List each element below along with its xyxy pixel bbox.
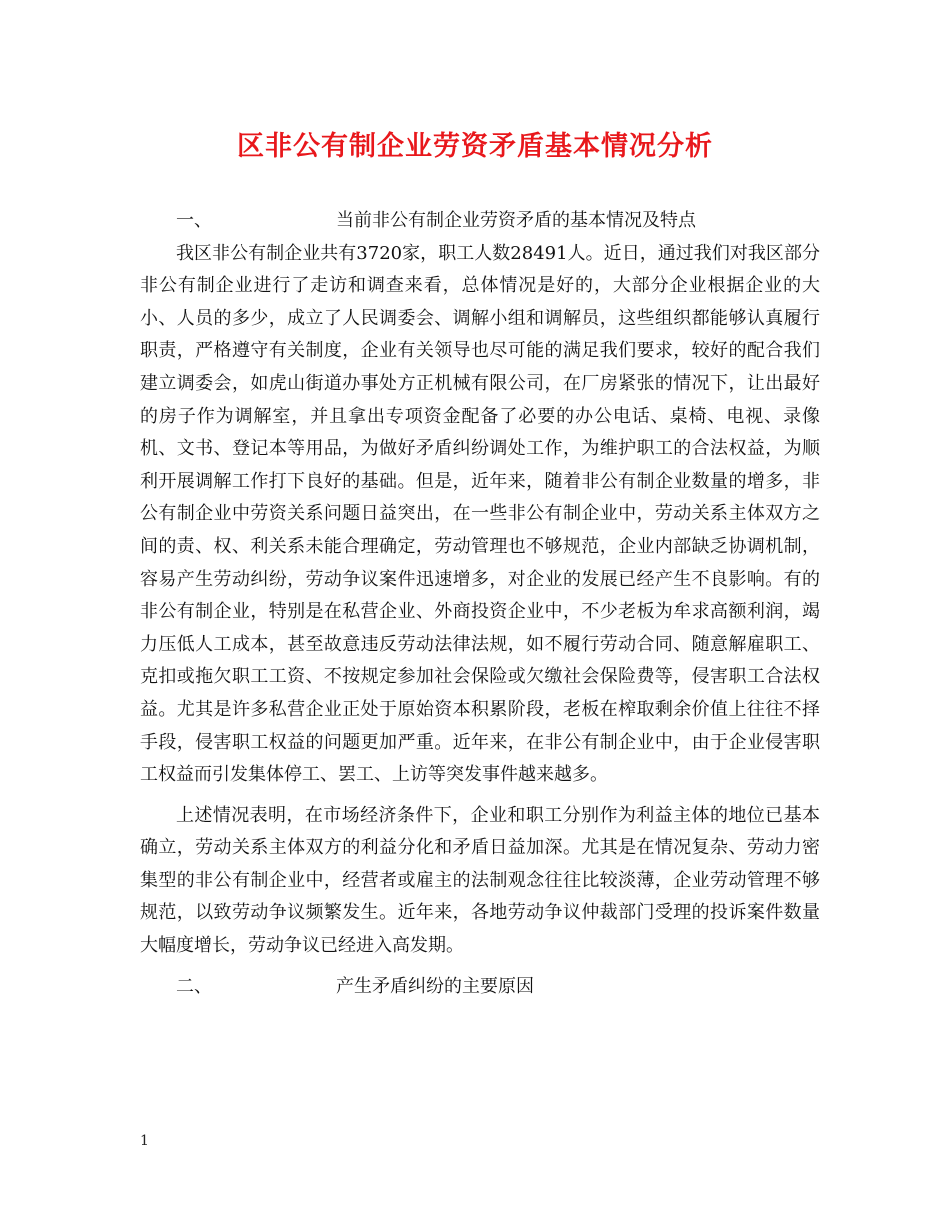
page-number: 1	[140, 1133, 149, 1149]
section-number-1: 一、	[176, 210, 212, 231]
section-heading-1	[140, 205, 820, 238]
document-body	[140, 205, 820, 1003]
paragraph-2: 上述情况表明，在市场经济条件下，企业和职工分别作为利益主体的地位已基本确立，劳动关系主体双方的利益分化和矛盾日益加深。尤其是在情况复杂、劳动力密集型的非公有制企业中，经营者或雇主的法制观念往往比较淡薄，企业劳动管理不够规范，以致劳动争议频繁发生。近年来，各地劳动争议仲裁部门受理的投诉案件数量大幅度增长，劳动争议已经进入高发期。	[140, 804, 820, 957]
paragraph-1: 我区非公有制企业共有3720家，职工人数28491人。近日，通过我们对我区部分非公有制企业进行了走访和调查来看，总体情况是好的，大部分企业根据企业的大小、人员的多少，成立了人民调委会、调解小组和调解员，这些组织都能够认真履行职责，严格遵守有关制度，企业有关领导也尽可能的满足我们要求，较好的配合我们建立调委会，如虎山街道办事处方正机械有限公司，在厂房紧张的情况下，让出最好的房子作为调解室，并且拿出专项资金配备了必要的办公电话、桌椅、电视、录像机、文书、登记本等用品，为做好矛盾纠纷调处工作，为维护职工的合法权益，为顺利开展调解工作打下良好的基础。但是，近年来，随着非公有制企业数量的增多，非公有制企业中劳资关系问题日益突出，在一些非公有制企业中，劳动关系主体双方之间的责、权、利关系未能合理确定，劳动管理也不够规范，企业内部缺乏协调机制，容易产生劳动纠纷，劳动争议案件迅速增多，对企业的发展已经产生不良影响。有的非公有制企业，特别是在私营企业、外商投资企业中，不少老板为牟求高额利润，竭力压低人工成本，甚至故意违反劳动法律法规，如不履行劳动合同、随意解雇职工、克扣或拖欠职工工资、不按规定参加社会保险或欠缴社会保险费等，侵害职工合法权益。尤其是许多私营企业正处于原始资本积累阶段，老板在榨取剩余价值上往往不择手段，侵害职工权益的问题更加严重。近年来，在非公有制企业中，由于企业侵害职工权益而引发集体停工、罢工、上访等突发事件越来越多。	[140, 242, 820, 786]
section-title-2: 产生矛盾纠纷的主要原因	[336, 975, 534, 997]
section-title-1: 当前非公有制企业劳资矛盾的基本情况及特点	[336, 210, 696, 231]
section-number-2: 二、	[176, 975, 212, 997]
document-title: 区非公有制企业劳资矛盾基本情况分析	[237, 131, 713, 162]
section-heading-2	[140, 971, 820, 1004]
